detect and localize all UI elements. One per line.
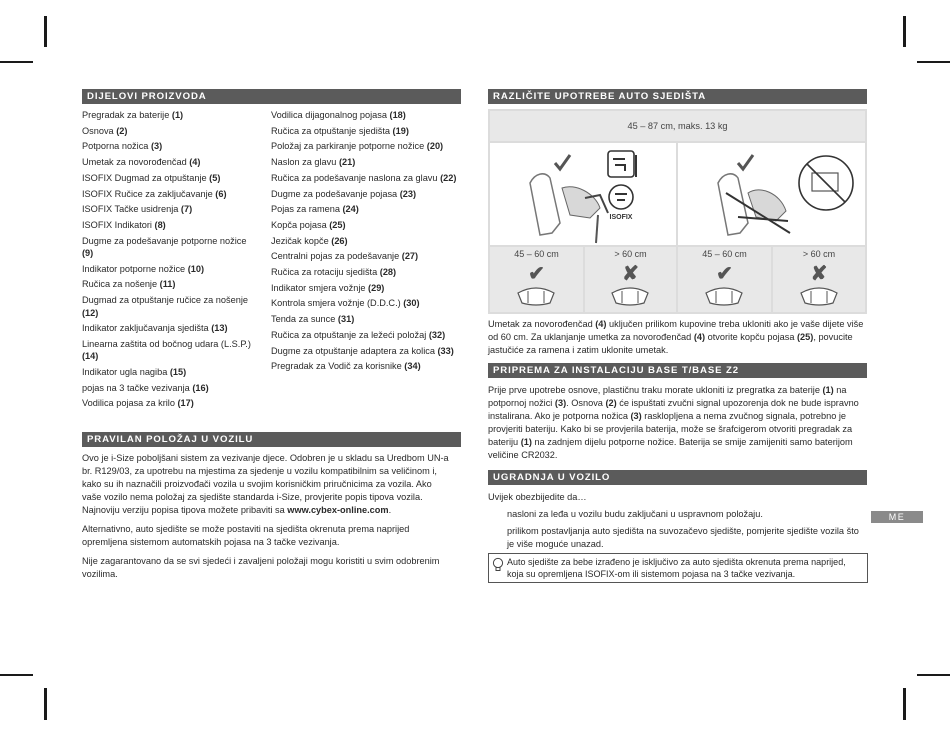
part-item: Vodilica dijagonalnog pojasa (18) — [271, 110, 406, 120]
check-icon: ✔ — [716, 263, 733, 285]
crop-mark — [0, 61, 33, 63]
part-item: Ručica za otpuštanje sjedišta (19) — [271, 125, 409, 136]
part-item: Tenda za sunce (31) — [271, 314, 355, 325]
part-item: Indikator potporne nožice (10) — [82, 263, 205, 274]
range-header-cell — [490, 111, 865, 141]
range-header: 45 – 87 cm, maks. 13 kg — [627, 121, 728, 131]
part-item: Ručica za podešavanje naslona za glavu (22) — [271, 172, 457, 183]
part-item: ISOFIX Indikatori (8) — [82, 219, 166, 230]
part-item: ISOFIX Dugmad za otpuštanje (5) — [82, 172, 221, 183]
parts-list-right — [271, 109, 461, 376]
install-text — [488, 491, 868, 551]
crop-mark — [0, 674, 33, 676]
part-item: ISOFIX Tačke usidrenja (7) — [82, 204, 193, 215]
part-item: Kontrola smjera vožnje (D.D.C.) (30) — [271, 298, 420, 309]
part-item: Linearna zaštita od bočnog udara (L.S.P.) (14) — [82, 338, 251, 362]
size-label: > 60 cm — [614, 249, 647, 259]
note-text: Auto sjedište za bebe izrađeno je isključivo za auto sjedišta okrenuta prema naprijed, koja su opremljena ISOFIX-om ili sistemom pojasa na 3 tačke vezivanja. — [507, 557, 846, 580]
parts-list-left — [82, 109, 260, 413]
crop-mark — [917, 61, 950, 63]
check-icon: ✔ — [528, 263, 545, 285]
position-heading: PRAVILAN POLOŽAJ U VOZILU — [82, 432, 461, 447]
part-item: Pregradak za baterije (1) — [82, 110, 184, 120]
part-item: Jezičak kopče (26) — [271, 235, 348, 246]
part-item: Ručica za nošenje (11) — [82, 279, 176, 290]
car-seat-isofix-illustration — [490, 143, 676, 245]
infant-insert-icon — [608, 283, 652, 307]
size-label: 45 – 60 cm — [514, 249, 559, 259]
crop-mark — [903, 688, 906, 720]
car-seat-belt-illustration — [678, 143, 865, 245]
part-item: Dugme za podešavanje pojasa (23) — [271, 188, 417, 199]
infant-insert-icon — [702, 283, 746, 307]
parts-heading: DIJELOVI PROIZVODA — [82, 89, 461, 104]
cross-icon: ✘ — [622, 263, 639, 285]
crop-mark — [917, 674, 950, 676]
position-text — [82, 452, 452, 587]
crop-mark — [44, 688, 47, 720]
lightbulb-icon — [492, 557, 504, 573]
part-item: pojas na 3 tačke vezivanja (16) — [82, 382, 209, 393]
period: . — [388, 505, 392, 515]
part-item: Dugme za otpuštanje adaptera za kolica (33) — [271, 345, 454, 356]
website-link[interactable]: www.cybex-online.com — [287, 505, 389, 515]
install-bullet-2: prilikom postavljanja auto sjedišta na suvozačevo sjedište, pomjerite sjedište vozila što je više moguće unazad. — [507, 526, 859, 549]
part-item: ISOFIX Ručice za zaključavanje (6) — [82, 188, 227, 199]
part-item: Ručica za otpuštanje za ležeći položaj (32) — [271, 329, 446, 340]
part-item: Dugmad za otpuštanje ručice za nošenje (12) — [82, 295, 248, 318]
part-item: Indikator smjera vožnje (29) — [271, 282, 385, 293]
part-item: Umetak za novorođenčad (4) — [82, 157, 201, 168]
part-item: Indikator ugla nagiba (15) — [82, 367, 187, 378]
note-box — [488, 553, 868, 583]
part-item: Indikator zaključavanja sjedišta (13) — [82, 323, 228, 334]
language-tab: ME — [871, 511, 923, 523]
crop-mark — [44, 16, 47, 47]
part-item: Osnova (2) — [82, 125, 128, 136]
position-paragraph-2: Alternativno, auto sjedište se može postaviti na sjedišta okrenuta prema naprijed opremljena sistemom automatskih pojasa na 3 tačke vezivanja. — [82, 524, 410, 547]
infant-insert-icon — [797, 283, 841, 307]
install-bullet-1: nasloni za leđa u vozilu budu zaključani u uspravnom položaju. — [507, 509, 763, 519]
position-paragraph-1: Ovo je i-Size poboljšani sistem za vezivanje djece. Odobren je u skladu sa Uredbom UN-a br. R129/03, za upotrebu na mjestima za sjedenje u vozilu kompatibilnim sa veličinom i, kako su ih naznačili proizvođači vozila u svojim korisničkim priručnicima za vozila. Ako vaše vozilo nema položaj za sjedište standarda i-Size, provjerite popis tipova vozila. Najnoviju verziju popisa tipova možete pribaviti sa — [82, 453, 449, 515]
position-paragraph-3: Nije zagarantovano da se svi sjedeći i zavaljeni položaji mogu koristiti u svim odobrenim vozilima. — [82, 556, 440, 579]
part-item: Naslon za glavu (21) — [271, 157, 356, 168]
crop-mark — [903, 16, 906, 47]
size-label: > 60 cm — [802, 249, 836, 259]
part-item: Dugme za podešavanje potporne nožice (9) — [82, 235, 247, 259]
isofix-label: ISOFIX — [609, 214, 633, 221]
install-heading: UGRADNJA U VOZILO — [488, 470, 867, 485]
part-item: Ručica za rotaciju sjedišta (28) — [271, 267, 397, 278]
part-item: Pregradak za Vodič za korisnike (34) — [271, 361, 421, 372]
part-item: Vodilica pojasa za krilo (17) — [82, 398, 194, 409]
infant-insert-icon — [514, 283, 558, 307]
part-item: Potporna nožica (3) — [82, 141, 163, 152]
part-item: Centralni pojas za podešavanje (27) — [271, 251, 419, 262]
uses-table — [488, 109, 867, 314]
cross-icon: ✘ — [810, 263, 828, 285]
prep-text: Prije prve upotrebe osnove, plastičnu traku morate ukloniti iz pregratka za baterije (1) na potpornoj nožici (3). Osnova (2) će ispuštati zvučni signal upozorenja dok ne bude ispravno instalirana. Ako je potporna nožica (3) rasklopljena a nema zvučnog signala, potrebno je provjeriti bateriju. Kako bi se provjerila baterija, može se šrafcigerom otvoriti pregradak za bateriju (1) na zadnjem dijelu potporne nožice. Baterija se smije zamijeniti samo baterijom veličine CR2032. — [488, 385, 859, 460]
install-intro: Uvijek obezbijedite da… — [488, 492, 587, 502]
seat-illustration-left — [490, 143, 676, 245]
size-label: 45 – 60 cm — [702, 249, 747, 259]
seat-illustration-right — [678, 143, 865, 245]
prep-heading: PRIPREMA ZA INSTALACIJU BASE T/BASE Z2 — [488, 363, 867, 378]
part-item: Položaj za parkiranje potporne nožice (20) — [271, 141, 444, 152]
insert-info-text: Umetak za novorođenčad (4) uključen prilikom kupovine treba ukloniti ako je vaše dijete više od 60 cm. Za uklanjanje umetka za novorođenčad (4) otvorite kopču pojasa (25), povucite jastučiće za ramena i zatim uklonite umetak. — [488, 319, 864, 355]
part-item: Kopča pojasa (25) — [271, 219, 346, 230]
uses-heading: RAZLIČITE UPOTREBE AUTO SJEDIŠTA — [488, 89, 867, 104]
part-item: Pojas za ramena (24) — [271, 204, 359, 215]
